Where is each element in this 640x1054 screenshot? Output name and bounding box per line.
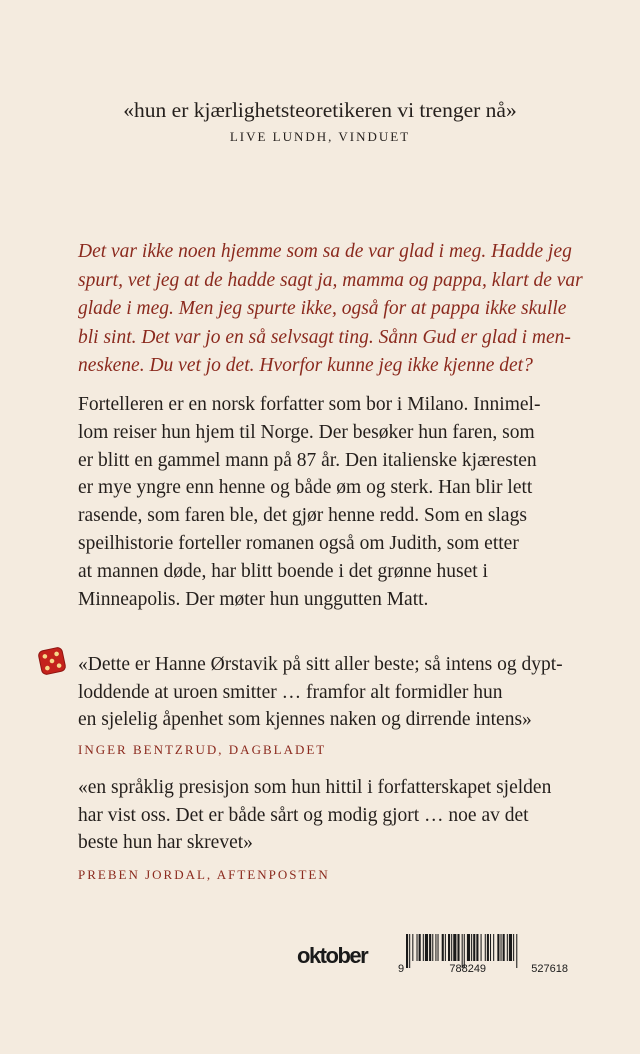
book-excerpt — [78, 238, 583, 381]
review-attribution: PREBEN JORDAL, AFTENPOSTEN — [78, 866, 330, 882]
publisher-logo: oktober — [297, 943, 368, 968]
barcode-bar — [497, 934, 499, 961]
review-quote — [78, 651, 578, 734]
barcode-bar — [513, 934, 514, 961]
book-synopsis — [78, 391, 568, 613]
review-line: «Dette er Hanne Ørstavik på sitt aller beste; så intens og dypt- — [78, 654, 563, 675]
barcode-bar — [419, 934, 421, 961]
barcode-bar — [448, 934, 450, 961]
review-line: har vist oss. Det er både sårt og modig gjort … noe av det — [78, 804, 529, 826]
barcode-bar — [509, 934, 512, 961]
barcode-bar — [412, 934, 413, 961]
review-quote — [78, 774, 578, 857]
top-review-quote: «hun er kjærlighetsteoretikeren vi trenger nå» — [123, 98, 517, 122]
barcode-bar — [438, 934, 439, 961]
barcode-bar — [481, 934, 482, 961]
barcode-bar — [490, 934, 491, 961]
review-dagbladet — [78, 651, 578, 759]
dice-five-icon — [37, 646, 67, 676]
barcode-bar — [453, 934, 456, 961]
synopsis-line: lom reiser hun hjem til Norge. Der besøker hun faren, som — [78, 421, 535, 443]
barcode-bar — [503, 934, 505, 961]
barcode-bar — [507, 934, 508, 961]
synopsis-line: speilhistorie forteller romanen også om Judith, som etter — [78, 532, 519, 554]
isbn-number — [398, 962, 568, 976]
isbn-prefix: 9 — [398, 963, 405, 975]
barcode-bar — [471, 934, 472, 961]
review-aftenposten — [78, 774, 578, 884]
isbn-group-1: 788249 — [449, 963, 487, 975]
barcode-bar — [467, 934, 470, 961]
barcode-bar — [485, 934, 486, 961]
barcode-bar — [435, 934, 436, 961]
synopsis-line: Fortelleren er en norsk forfatter som bor i Milano. Innimel- — [78, 394, 541, 415]
review-line: loddende at uroen smitter … framfor alt formidler hun — [78, 681, 503, 703]
barcode-bar — [487, 934, 489, 961]
barcode-bar — [451, 934, 452, 961]
barcode-bar — [493, 934, 494, 961]
barcode-bar — [476, 934, 478, 961]
barcode-bar — [442, 934, 444, 961]
barcode-bar — [423, 934, 424, 961]
synopsis-line: rasende, som faren ble, det gjør henne redd. Som en slags — [78, 505, 527, 527]
barcode-bar — [501, 934, 502, 961]
barcode-bar — [445, 934, 446, 961]
isbn-group-2: 527618 — [531, 963, 568, 975]
barcode-bar — [417, 934, 418, 961]
synopsis-line: er mye yngre enn henne og både øm og sterk. Han blir lett — [78, 477, 533, 499]
synopsis-line: er blitt en gammel mann på 87 år. Den italienske kjæresten — [78, 449, 537, 471]
top-review-attribution: LIVE LUNDH, VINDUET — [229, 129, 411, 144]
review-attribution: INGER BENTZRUD, DAGBLADET — [78, 741, 327, 757]
isbn-barcode — [398, 934, 564, 986]
barcode-bar — [457, 934, 459, 961]
review-line: beste hun har skrevet» — [78, 832, 253, 853]
excerpt-line: Det var ikke noen hjemme som sa de var glad i meg. Hadde jeg — [78, 241, 572, 262]
excerpt-line: neskene. Du vet jo det. Hvorfor kunne jeg ikke kjenne det? — [78, 355, 533, 376]
barcode-bar — [425, 934, 428, 961]
synopsis-line: Minneapolis. Der møter hun unggutten Matt. — [78, 588, 429, 610]
review-line: «en språklig presisjon som hun hittil i forfatterskapet sjelden — [78, 777, 552, 798]
excerpt-line: glade i meg. Men jeg spurte ikke, også for at pappa ikke skulle — [78, 298, 567, 319]
barcode-bar — [432, 934, 433, 961]
excerpt-line: bli sint. Det var jo en så selvsagt ting. Sånn Gud er glad i men- — [78, 326, 571, 348]
review-line: en sjelelig åpenhet som kjennes naken og dirrende intens» — [78, 709, 532, 730]
barcode-bar — [429, 934, 431, 961]
excerpt-line: spurt, vet jeg at de hadde sagt ja, mamma og pappa, klart de var — [78, 269, 583, 291]
synopsis-line: at mannen døde, har blitt boende i det grønne huset i — [78, 560, 488, 582]
barcode-bar — [473, 934, 475, 961]
